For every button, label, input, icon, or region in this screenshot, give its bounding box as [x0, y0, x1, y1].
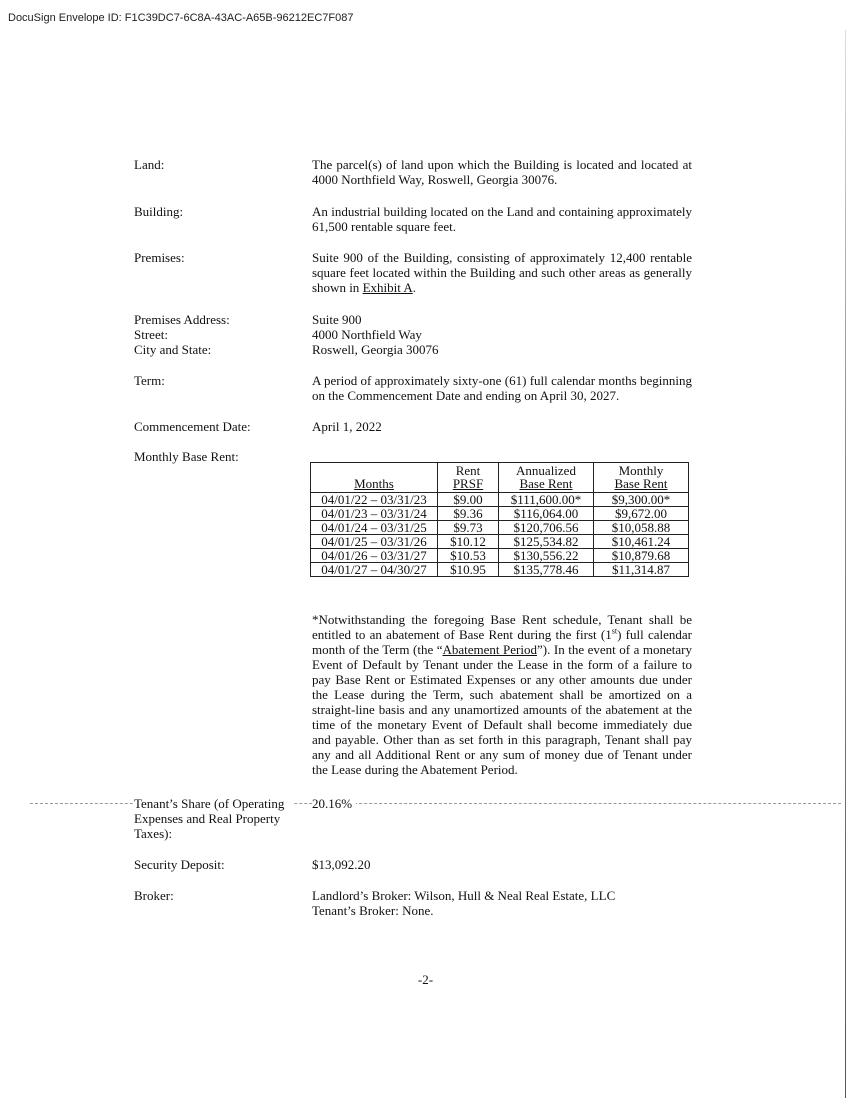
prsf-cell: $10.53: [438, 549, 499, 563]
land-label: Land:: [134, 157, 165, 172]
table-row: [311, 493, 689, 507]
annual-cell: $116,064.00: [499, 507, 594, 521]
table-row: [311, 507, 689, 521]
commencement-label: Commencement Date:: [134, 419, 251, 434]
footnote-superscript: st: [611, 626, 618, 636]
broker-values: [312, 888, 692, 918]
landlord-broker: Landlord’s Broker: Wilson, Hull & Neal Real Estate, LLC: [312, 888, 616, 903]
monthly-cell: $9,300.00*: [594, 493, 689, 507]
monthly-base-rent-label: Monthly Base Rent:: [134, 449, 239, 464]
broker-label: Broker:: [134, 888, 174, 903]
monthly-header-line2: Base Rent: [614, 476, 668, 491]
city-state-value: Roswell, Georgia 30076: [312, 342, 439, 357]
term-value: A period of approximately sixty-one (61) full calendar months beginning on the Commencement Date and ending on April 30, 2027.: [312, 373, 692, 403]
exhibit-a-link: Exhibit A: [362, 280, 413, 295]
envelope-id: DocuSign Envelope ID: F1C39DC7-6C8A-43AC-A65B-96212EC7F087: [8, 12, 354, 24]
table-row: [311, 521, 689, 535]
months-cell: 04/01/23 – 03/31/24: [311, 507, 438, 521]
building-label: Building:: [134, 204, 184, 219]
prsf-header: [438, 463, 499, 493]
monthly-cell: $10,058.88: [594, 521, 689, 535]
rent-schedule-table: [310, 462, 689, 577]
monthly-cell: $11,314.87: [594, 563, 689, 577]
security-deposit-value: $13,092.20: [312, 857, 371, 872]
abatement-period-term: Abatement Period: [442, 642, 537, 657]
prsf-cell: $10.95: [438, 563, 499, 577]
prsf-cell: $10.12: [438, 535, 499, 549]
months-cell: 04/01/24 – 03/31/25: [311, 521, 438, 535]
annual-cell: $120,706.56: [499, 521, 594, 535]
term-label: Term:: [134, 373, 165, 388]
monthly-header: [594, 463, 689, 493]
tenant-share-value: 20.16%: [312, 796, 356, 811]
suite-value: Suite 900: [312, 312, 362, 327]
table-row: [311, 549, 689, 563]
city-state-label: City and State:: [134, 342, 212, 357]
months-cell: 04/01/22 – 03/31/23: [311, 493, 438, 507]
prsf-cell: $9.73: [438, 521, 499, 535]
prsf-header-line1: Rent: [455, 463, 481, 478]
premises-address-label: Premises Address:: [134, 312, 230, 327]
premises-label: Premises:: [134, 250, 185, 265]
premises-value: [312, 250, 692, 295]
premises-period: .: [412, 280, 417, 295]
right-edge-line: [845, 30, 846, 1098]
annual-cell: $111,600.00*: [499, 493, 594, 507]
annual-cell: $125,534.82: [499, 535, 594, 549]
table-row: [311, 563, 689, 577]
annual-header-line1: Annualized: [516, 463, 576, 478]
tenant-broker: Tenant’s Broker: None.: [312, 903, 434, 918]
months-header-text: Months: [354, 476, 394, 491]
annual-cell: $130,556.22: [499, 549, 594, 563]
premises-text: Suite 900 of the Building, consisting of approximately 12,400 rentable square feet located within the Building and such other areas as generally shown in: [312, 250, 692, 295]
footnote-text-1: *Notwithstanding the foregoing Base Rent schedule, Tenant shall be entitled to an abatement of Base Rent during the first (1: [312, 612, 692, 642]
monthly-cell: $10,461.24: [594, 535, 689, 549]
annual-cell: $135,778.46: [499, 563, 594, 577]
abatement-footnote: [312, 612, 692, 777]
prsf-cell: $9.00: [438, 493, 499, 507]
months-cell: 04/01/27 – 04/30/27: [311, 563, 438, 577]
street-value: 4000 Northfield Way: [312, 327, 422, 342]
monthly-cell: $9,672.00: [594, 507, 689, 521]
annual-header-line2: Base Rent: [519, 476, 573, 491]
table-row: [311, 535, 689, 549]
annual-header: [499, 463, 594, 493]
security-deposit-label: Security Deposit:: [134, 857, 225, 872]
monthly-header-line1: Monthly: [618, 463, 664, 478]
table-header-row: [311, 463, 689, 493]
months-cell: 04/01/26 – 03/31/27: [311, 549, 438, 563]
months-cell: 04/01/25 – 03/31/26: [311, 535, 438, 549]
tenant-share-label: Tenant’s Share (of Operating Expenses and Real Property Taxes):: [134, 796, 294, 841]
address-labels: [134, 312, 304, 357]
building-value: An industrial building located on the Land and containing approximately 61,500 rentable square feet.: [312, 204, 692, 234]
prsf-cell: $9.36: [438, 507, 499, 521]
prsf-header-line2: PRSF: [452, 476, 484, 491]
footnote-text-2: ) full calendar month of the Term (the “: [312, 627, 693, 657]
address-values: [312, 312, 692, 357]
land-value: The parcel(s) of land upon which the Building is located and located at 4000 Northfield Way, Roswell, Georgia 30076.: [312, 157, 692, 187]
monthly-cell: $10,879.68: [594, 549, 689, 563]
footnote-text-3: ”). In the event of a monetary Event of Default by Tenant under the Lease in the form of a failure to pay Base Rent or Estimated Expenses or any other amounts due under the Lease during the Term, such abatement shall be amortized on a straight-line basis and any unamortized amounts of the abatement at the time of the monetary Event of Default shall become immediately due and payable. Other than as set forth in this paragraph, Tenant shall pay any and all Additional Rent or any sum of money due of Tenant under the Lease during the Abatement Period.: [312, 642, 692, 777]
street-label: Street:: [134, 327, 168, 342]
months-header: [311, 463, 438, 493]
commencement-value: April 1, 2022: [312, 419, 382, 434]
page-number: -2-: [417, 972, 434, 987]
